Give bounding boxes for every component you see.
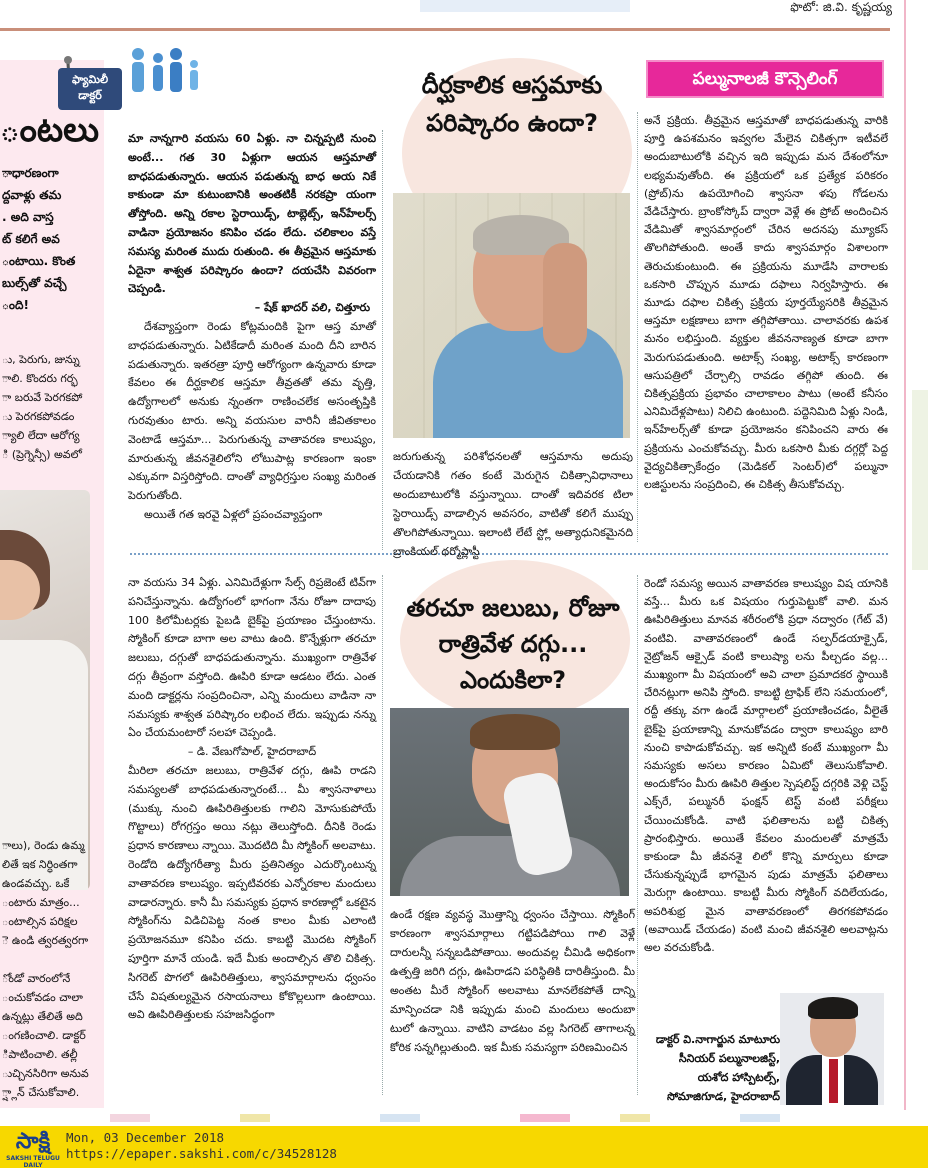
left-cut-body: ుచ్చినసిరిగా అనువ [2,1067,89,1080]
left-cut-body: ్ష్లాన్ చేసుకోవాలి. [2,1086,80,1099]
photo-credit: ఫొటో: జి.వి. కృష్ణయ్య [790,0,892,14]
doctor-title: సీనియర్ పల్మునాలజిస్ట్, [678,1052,780,1065]
answer2-paragraph: మీరిలా తరచూ జలుబు, రాత్రివేళ దగ్గు, ఊపి రాడని సమస్యలతో బాధపడుతున్నారంటే... మీ శ్వాసనాళాలు (ముక్కు నుంచి ఊపిరితిత్తులకు గాలిని మోసుకుపోయే గొట్టాలు) రోగగ్రస్తం అయి నట్లు తెలుస్తోంది. దీనికి రెండు ప్రధాన కారణాలు న్నాయి. మొదటిది మీ స్మోకింగ్ అలవాటు. రెండోది ఉద్యోగరీత్యా మీరు ప్రతినిత్యం ఎదుర్కొంటున్న వాతావరణ కాలుష్యం. ఇప్పటివరకు ఎన్నోరకాల మందులు వాడారన్నారు. కానీ మీ సమస్యకు ప్రధాన కారణాల్లో ఒకటైన స్మోకింగ్‌ను విడిచిపెట్ట నంత కాలం మీకు ఎలాంటి ప్రయోజనమూ కనిపిం చదు. కాబట్టి మొదట స్మోకింగ్ పూర్తిగా మానే యండి. ఇదే మీకు అందాల్సిన తొలి చికిత్స. సిగరెట్ పొగలో ఊపిరితిత్తులు, శ్వాసమార్గాలను ధ్వంసం చేసే విషతుల్యమైన రసాయనాలు కోకొల్లలుగా ఉంటాయి. అవి ఊపిరితిత్తులకు సహజసిద్ధంగా [128,763,376,1022]
left-cut-body: ా బరువే పెరగకపో [2,391,83,404]
left-cut-body: ె ఉండి త్వరత్వరగా [2,934,89,947]
right-column-top: అనే ప్రక్రియ. తీవ్రమైన ఆస్తమాతో బాధపడుతున్న వారికి పూర్తి ఉపశమనం ఇవ్వగల మేలైన చికిత్సగా ఇటీవలే అందుబాటులోకి వచ్చిన ఇది ఇప్పుడు మన దేశంలోనూ లభ్యమవుతోంది. ఈ ప్రక్రియలో ఒక ప్రత్యేక పరికరం (ప్రోబ్)ను ఉపయోగించి శ్వాసనా ళపు గోడలను వేడిచేస్తారు. బ్రాంకోస్కోప్ ద్వారా వెళ్లే ఈ ప్రోబ్ అందించిన వేడిమితో శ్వాసమార్గంలో చేరిన అదనపు మ్యూకస్ తొలగిపోతుంది. అంతే కాదు శ్వాసమార్గం విశాలంగా తెరుచుకుంటుంది. ఈ ప్రక్రియను మూడేసి వారాలకు ఒకసారి చొప్పున మూడు దఫాలు నిర్వహిస్తారు. ఈ మూడు దఫాల చికిత్స ప్రక్రియ పూర్తయ్యేసరికి తీవ్రమైన ఆస్తమా లక్షణాలు బాగా తగ్గిపోతాయి. చాలావరకు ఉపశ మనం లభిస్తుంది. వ్యక్తుల జీవననాణ్యత కూడా బాగా మెరుగుపడుతుంది. అటాక్స్ సంఖ్య, అటాక్స్ కారణంగా ఆసుపత్రిలో చేర్చాల్సి రావడం తగ్గిపో తుంది. ఈ చికిత్సప్రక్రియ ప్రభావం చాలాకాలం పాటు (అంటే కనీసం ఎనిమిదేళ్లపాటు) నిలిచి ఉంటుంది. పద్దెనిమిది ఏళ్లు నిండి, ఇన్‌హేలర్స్‌తో కూడా ప్రయోజనం కనిపించని వారు ఈ ప్రక్రియను ఎంచుకోవచ్చు. మీరు ఒకసారి మీకు దగ్గర్లో పెద్ద వైద్యచికిత్సాకేంద్రం (మెడికల్ సెంటర్)లో పల్మునా లజిస్టులను సంప్రదించి, ఈ చికిత్స తీసుకోవచ్చు. [644,114,888,492]
footer-meta [66,1130,337,1162]
left-cut-column [0,60,104,1108]
top-cut-box [420,0,630,12]
column-divider [637,112,638,542]
footer-bar [0,1126,928,1168]
question1-signature: – షేక్ ఖాదర్ వలి, చిత్తూరు [254,301,370,315]
column-divider [382,575,383,1095]
right-cut-strip [904,0,928,1110]
left-cut-body: ఉన్నట్లు తేలితే అది [2,1010,83,1023]
center2-paragraph: ఉండే రక్షణ వ్యవస్థ మొత్తాన్ని ధ్వంసం చేస్తాయి. స్మోకింగ్ కారణంగా శ్వాసమార్గాలు గట్టిపడిపోయి గాలి వెళ్లే దారులన్నీ సన్నబడిపోతాయి. అందువల్ల చీమిడి అధికంగా ఉత్పత్తి జరిగి దగ్గు, ఊపిరాడని పరిస్థితికి దారితీస్తుంది. మీ అంతట మీరే స్మోకింగ్ అలవాటు మానలేకపోతే దాన్ని మాన్పించడా నికి ఇప్పుడు మంచి మందులు అందుబా టులో ఉన్నాయి. వాటిని వాడటం వల్ల సిగరెట్ తాగాలన్న కోరిక సన్నగిల్లుతుంది. ఇక మీకు సమస్యగా పరిణమించిన [390,908,635,1054]
left-cut-body: ాలి. కొందరు గర్భ [2,372,78,385]
elderly-man-photo [393,193,630,438]
logo-subtext: SAKSHI TELUGU DAILY [6,1155,60,1168]
left-cut-line: బుల్స్‌తో వచ్చే [2,276,67,290]
section-badge: పల్మునాలజీ కౌన్సెలింగ్ [646,60,884,98]
doctor-location: సోమాజిగూడ, హైదరాబాద్ [667,1090,780,1103]
family-badge-line1: ఫ్యామిలీ [71,73,109,86]
doctor-info [620,1030,780,1106]
left-cut-line: ాధారణంగా [2,166,59,180]
left-cut-body: ఉండవచ్చు. ఒకే [2,877,70,890]
family-badge-line2: డాక్టర్ [78,89,102,102]
answer1-paragraph-continued: అయితే గత ఇరవై ఏళ్లలో ప్రపంచవ్యాప్తంగా [144,507,323,521]
answer1-paragraph: దేశవ్యాప్తంగా రెండు కోట్లమందికి పైగా ఆస్త మాతో బాధపడుతున్నారు. ఏటికేడాదీ మరింత మంది దీని బారిన పడుతున్నారు. ఇతరత్రా పూర్తి ఆరోగ్యంగా ఉన్నవారు కూడా కేవలం ఈ దీర్ఘకాలిక ఆస్తమా తీవ్రతతో తమ వృత్తి, ఉద్యోగాలలో అనుకు న్నంతగా రాణించలేక అసంతృప్తికి గురవుతుం టారు. అన్ని వయసుల వారినీ జీవితకాలం వెంటాడే ఆస్తమా... పెరుగుతున్న వాతావరణ కాలుష్యం, మారుతున్న జీవనశైలిలోని లోటుపాట్ల కారణంగా ఇంకా ఎక్కువగా విస్తరిస్తోంది. దాంతో వ్యాధిగ్రస్తుల సంఖ్య మరింత పెరుగుతోంది. [128,319,376,503]
color-strip [0,1110,928,1126]
family-doctor-badge [58,68,122,110]
left-cut-body: ు, పెరుగు, జున్ను [2,353,80,366]
left-cut-body: ోండో వారంలోనే [2,972,71,985]
left-cut-body: ు పెరగకపోవడం [2,410,75,423]
headline2: తరచూ జలుబు, రోజూ రాత్రివేళ దగ్గు... ఎందుకిలా? [406,594,620,694]
left-cut-body: ి (ప్రెగ్నెన్సీ) అవలో [2,448,82,461]
footer-date: Mon, 03 December 2018 [66,1130,225,1145]
left-cut-line: ంది! [2,298,29,312]
sakshi-logo[interactable] [6,1129,60,1168]
left-cut-body: ్యాలి లేదా ఆరోగ్య [2,429,80,442]
left-cut-body: ంటారు మాత్రం... [2,896,80,909]
top-bar [0,0,928,28]
footer-url[interactable]: https://epaper.sakshi.com/c/34528128 [66,1146,337,1161]
left-cut-photo [0,490,90,890]
question2-column [128,574,376,1025]
left-cut-body: ాలు), రెండు ఉమ్మ [2,839,85,852]
left-cut-body: ిపాటించాలి. తల్లీ [2,1048,78,1061]
question1-column [128,130,376,525]
left-cut-body: లితే ఇక నిర్ధింతగా [2,858,78,871]
center1-paragraph: జరుగుతున్న పరిశోధనలతో ఆస్తమాను అదుపు చేయడానికి గతం కంటే మెరుగైన చికిత్సావిధానాలు అందుబాటులోకి వస్తున్నాయి. దాంతో ఇదివరక టిలా స్టెరాయిడ్స్ వాడాల్సిన అవసరం, వాటితో కలిగే ముప్పు తొలగిపోతున్నాయి. ఇలాంటి లేటే స్ట్లో అత్యాధునికమైనది బ్రాంకియల్ థర్మోప్లాస్టీ [393,450,633,558]
top-rule [0,28,890,31]
question2-text: నా వయసు 34 ఏళ్లు. ఎనిమిదేళ్లుగా సేల్స్ రిప్రజెంటే టివ్‌గా పనిచేస్తున్నాను. ఉద్యోగంలో భాగంగా నేను రోజూ దాదాపు 100 కిలోమీటర్లకు పైబడి బైక్‌పై ప్రయాణం చేస్తుంటాను. స్మోకింగ్ కూడా బాగా అల వాటు ఉంది. కొన్నేళ్లుగా తరచూ జలుబు, దగ్గుతో బాధపడుతున్నాను. ముఖ్యంగా రాత్రివేళ దగ్గు తీవ్రంగా వస్తోంది. ఊపిరి కూడా ఆడటం లేదు. ఎంత మంది డాక్టర్లను సంప్రదించినా, ఎన్ని మందులు వాడినా నా సమస్యకు శాశ్వత పరిష్కారం లభించ లేదు. ఇప్పుడు నన్ను ఏం చేయమంటారో సలహా చెప్పండి. [128,576,376,740]
right-column-bottom: రెండో సమస్య అయిన వాతావరణ కాలుష్యం విష యానికి వస్తే... మీరు ఒక విషయం గుర్తుపెట్టుకో వాలి. మన ఊపిరితిత్తులు మానవ శరీరంలోకి ప్రధా నద్వారం (గేట్ వే) వంటివి. వాతావరణంలో ఉండే సల్ఫర్‌డయాక్సైడ్, నైట్రోజన్ ఆక్సైడ్ వంటి కాలుష్యా లను పీల్చడం వల్ల... ముఖ్యంగా మీ విషయంలో అవి చాలా ప్రమాదకర స్థాయికి చేరినట్లుగా అనిపి స్తోంది. కాబట్టి ట్రాఫిక్ లేని సమయంలో, రద్దీ తక్కు వగా ఉండే మార్గాలలో ప్రయాణించడం, వీలైతే బైక్‌పై ప్రయాణాన్ని మానుకోవడం ద్వారా కాలుష్యం బారి నుంచి కాపాడుకోవచ్చు. ఇక అన్నిటి కంటే ముఖ్యంగా మీ సమస్యకు అసలు కారణం ఏమిటో తెలుసుకోవాలి. అందుకోసం మీరు ఊపిరి తిత్తుల స్పెషలిస్ట్ దగ్గరికి వెళ్లి చెస్ట్ ఎక్స్‌రే, పల్మునరీ ఫంక్షన్ టెస్ట్ వంటి పరీక్షలు చేయించుకోండి. వాటి ఫలితాలను బట్టి చికిత్స ప్రారంభిస్తారు. అయితే కేవలం మందులతో మాత్రమే కాకుండా మీ జీవనశై లిలో కొన్ని మార్పులు కూడా చేసుకున్నప్పుడే భాగమైన పుడు మాత్రమే ఫలితాలు మెరుగ్గా ఉంటాయి. కాబట్టి మీరు స్మోకింగ్ వదిలేయడం, అపరిశుభ్ర మైన వాతావరణంలో తిరగకపోవడం (అవాయిడ్ చేయడం) వంటి మంచి జీవనశైలి అలవాట్లను అల వరచుకోండి. [644,577,888,955]
left-cut-heading: ంటలు [0,110,100,150]
doctor-hospital: యశోద హాస్పిటల్స్, [697,1071,780,1084]
left-cut-line: . అది వాస్త [2,210,54,224]
left-cut-body: ంగణించాలి. డాక్టర్ [2,1029,86,1042]
left-cut-body: ంటాల్సిన పరిక్షల [2,915,78,928]
top-cut-text [0,0,240,6]
question2-signature: – డి. వేణుగోపాల్, హైదరాబాద్ [187,745,317,759]
question1-text: మా నాన్నగారి వయసు 60 ఏళ్లు. నా చిన్నప్పటి నుంచి అంటే... గత 30 ఏళ్లుగా ఆయన ఆస్తమాతో బాధపడుతున్నారు. ఆయన పడుతున్న బాధ అయ నికే కాకుండా మా కుటుంబానికి అంతటికీ నరకప్రా యంగా తోస్తోంది. అన్ని రకాల స్టెరాయిడ్స్, టాబ్లెట్స్, ఇన్‌హేలర్స్ వాడినా ప్రయోజనం కనిపిం చడం లేదు. చలికాలం వస్తే సమస్య మరింత ముదు రుతుంది. ఈ తీవ్రమైన ఆస్తమాకు ఏదైనా శాశ్వత పరిష్కారం ఉందా? దయచేసి వివరంగా చెప్పండి. [128,132,376,296]
column-divider [382,130,383,550]
column-divider [637,575,638,1095]
doctor-name: డాక్టర్ వి.నాగార్జున మాటూరు [655,1033,780,1046]
left-cut-line: ట్ కలిగే అవ [2,232,60,246]
left-cut-body: ంచుకోవడం చాలా [2,991,83,1004]
man-sneezing-photo [390,708,629,896]
doctor-photo [780,993,884,1105]
headline1: దీర్ఘకాలిక ఆస్తమాకు పరిష్కారం ఉందా? [421,71,603,137]
left-cut-line: ద్దవాళ్లు తమ [2,188,62,202]
logo-text: సాక్షి [15,1129,51,1154]
left-cut-line: ంటాయి. కొంత [2,254,76,268]
